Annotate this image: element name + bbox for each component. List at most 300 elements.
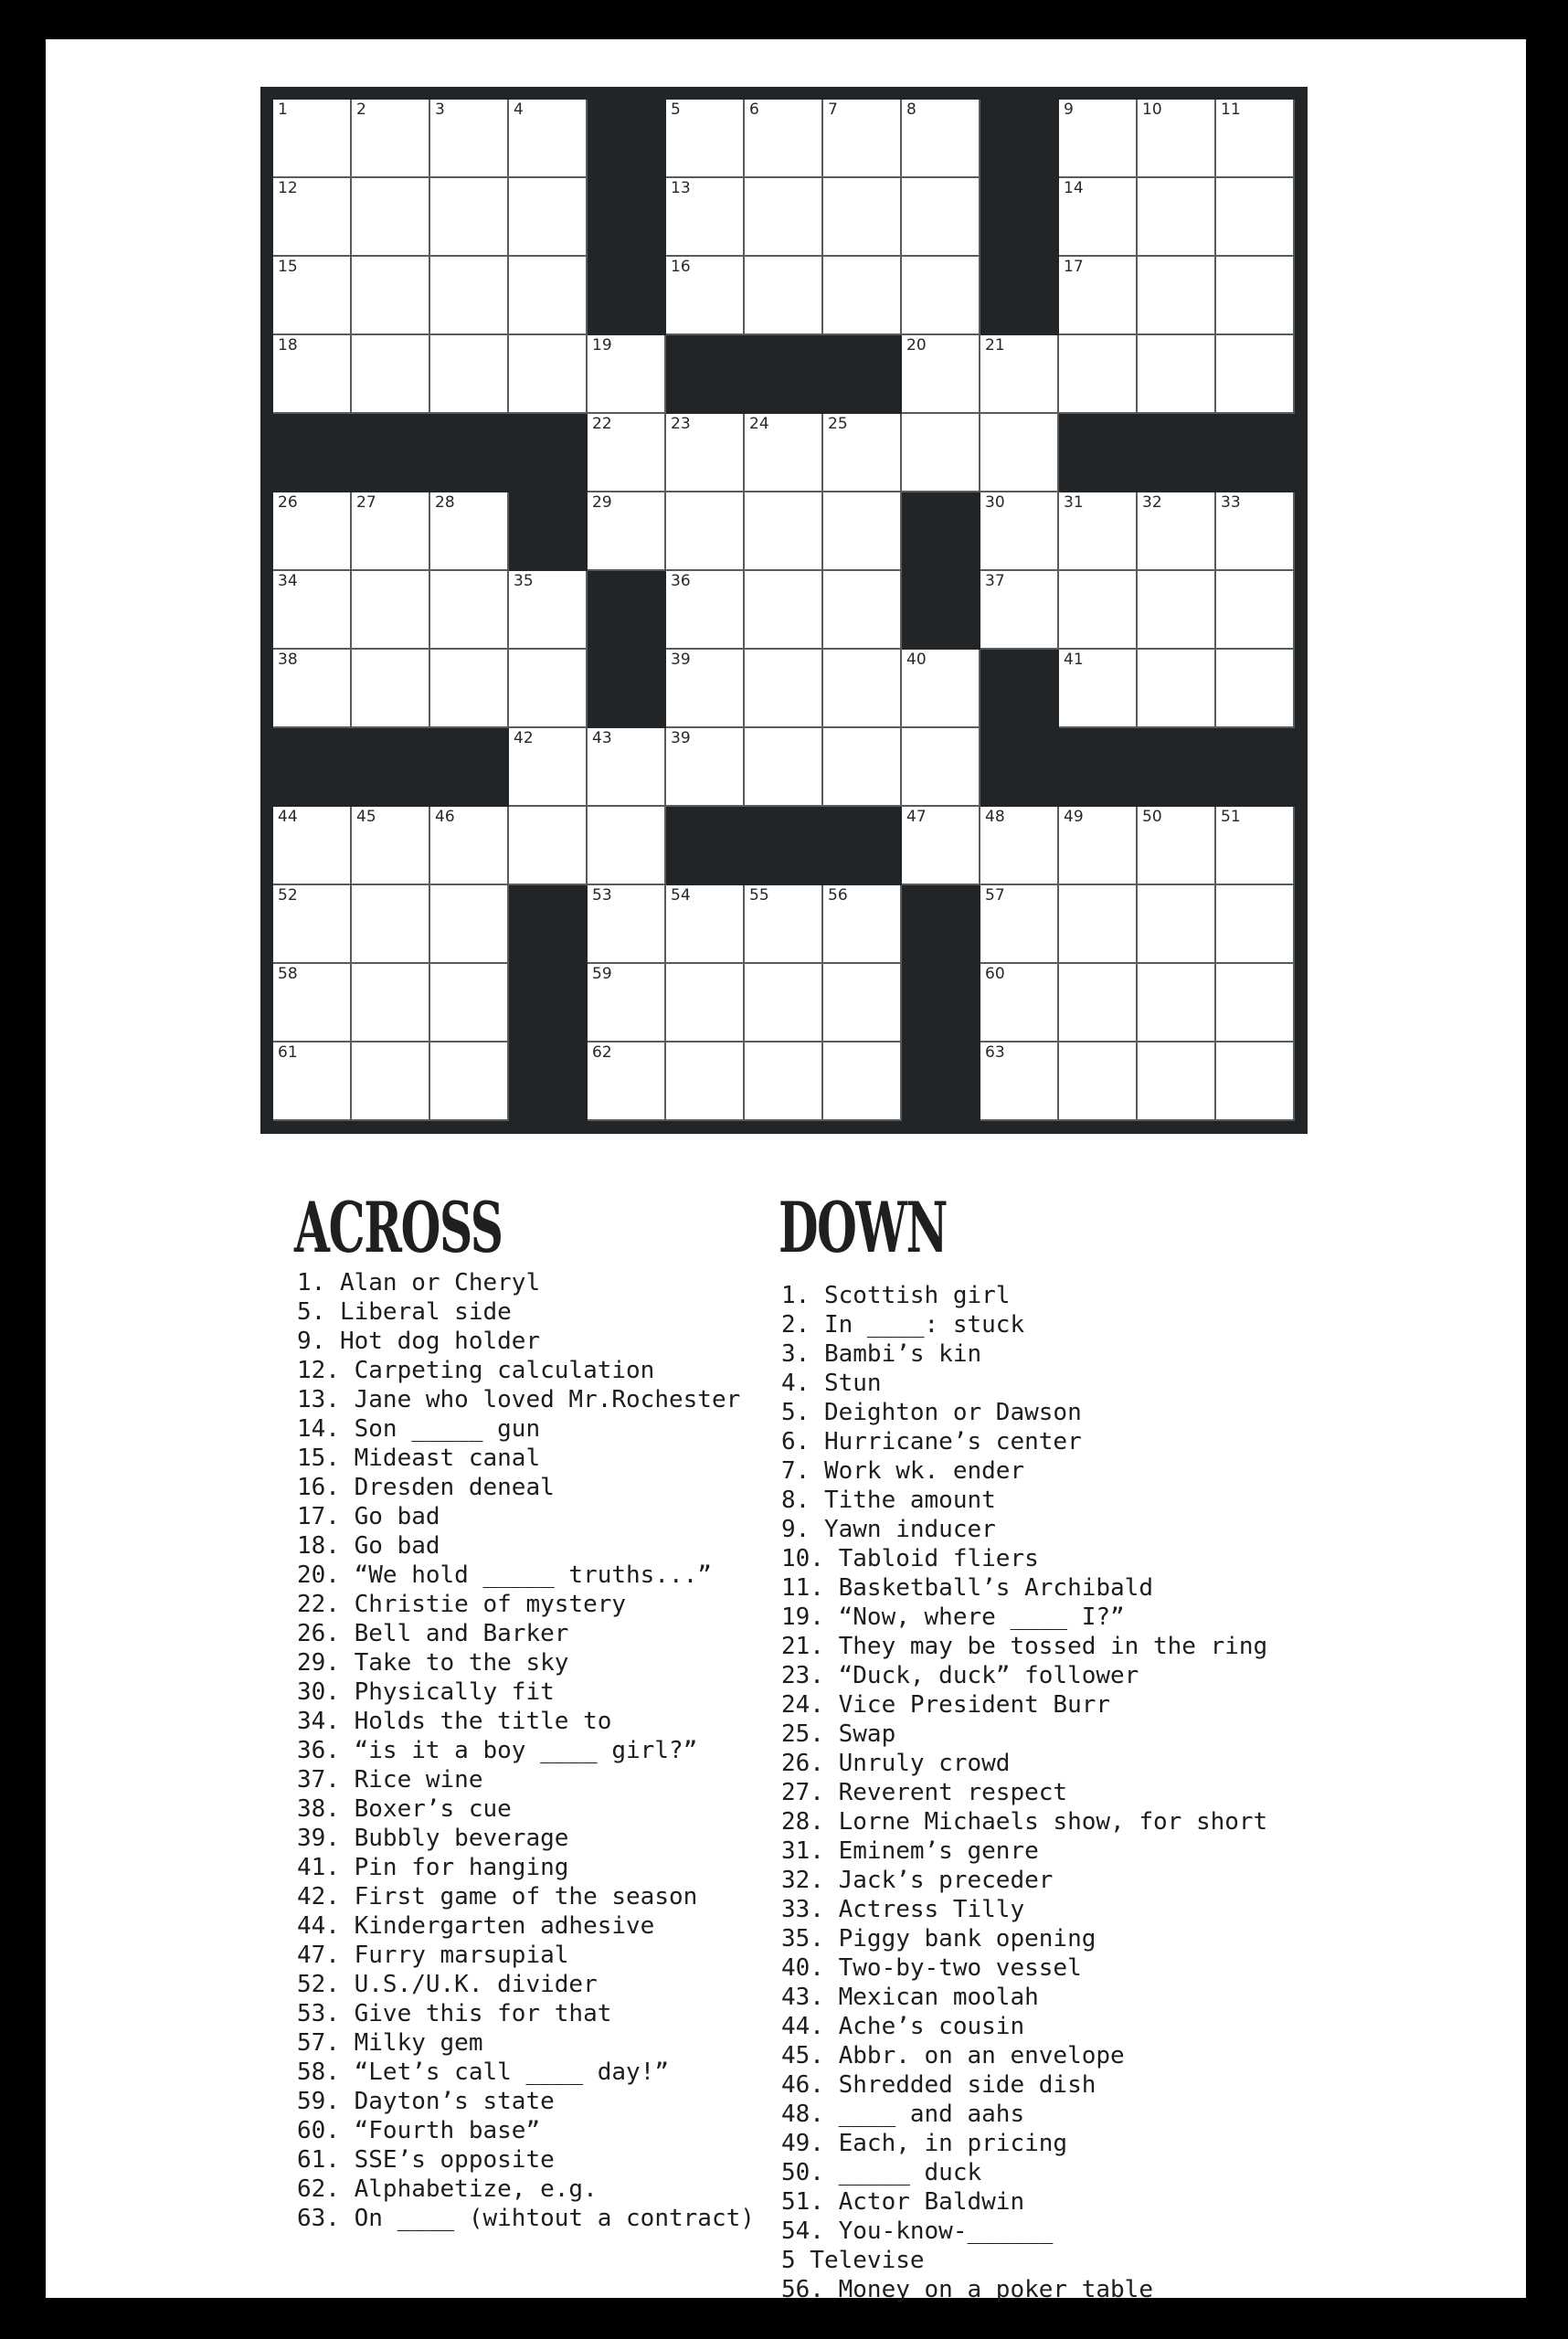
down-clue: 23. “Duck, duck” follower	[781, 1662, 1139, 1689]
grid-cell[interactable]	[430, 335, 509, 414]
grid-cell[interactable]	[666, 728, 745, 807]
cell-number: 25	[828, 415, 848, 433]
down-clue: 51. Actor Baldwin	[781, 2188, 1025, 2216]
grid-cell[interactable]	[509, 178, 588, 257]
grid-cell-black	[823, 807, 902, 885]
across-clue: 41. Pin for hanging	[297, 1854, 569, 1881]
grid-cell-black	[902, 1042, 980, 1121]
grid-cell[interactable]	[273, 257, 352, 335]
grid-cell[interactable]	[1216, 100, 1295, 178]
grid-cell[interactable]	[745, 257, 823, 335]
across-clue: 14. Son _____ gun	[297, 1415, 541, 1443]
grid-cell[interactable]	[1059, 807, 1138, 885]
grid-cell[interactable]	[509, 807, 588, 885]
grid-cell[interactable]	[273, 178, 352, 257]
down-clue-list	[781, 1281, 1267, 2304]
crossword-grid	[260, 87, 1308, 1134]
grid-cell[interactable]	[509, 257, 588, 335]
grid-cell[interactable]	[430, 178, 509, 257]
cell-number: 1	[278, 101, 288, 119]
grid-cell[interactable]	[1138, 100, 1216, 178]
grid-cell-black	[902, 492, 980, 571]
grid-cell[interactable]	[273, 571, 352, 650]
down-clue: 6. Hurricane’s center	[781, 1428, 1082, 1455]
cell-number: 7	[828, 101, 838, 119]
cell-number: 48	[985, 808, 1005, 826]
cell-number: 20	[906, 336, 927, 355]
grid-cell[interactable]	[273, 650, 352, 728]
grid-cell[interactable]	[509, 728, 588, 807]
grid-cell[interactable]	[588, 335, 666, 414]
down-clue: 21. They may be tossed in the ring	[781, 1633, 1268, 1660]
cell-number: 55	[749, 886, 769, 905]
grid-cell[interactable]	[823, 414, 902, 492]
cell-number: 17	[1064, 258, 1084, 276]
across-clue: 15. Mideast canal	[297, 1445, 541, 1472]
grid-cell[interactable]	[980, 335, 1059, 414]
grid-cell-black	[509, 492, 588, 571]
down-clue: 50. _____ duck	[781, 2159, 982, 2186]
across-clue: 22. Christie of mystery	[297, 1591, 627, 1618]
cell-number: 6	[749, 101, 759, 119]
grid-cell-black	[1059, 728, 1138, 807]
grid-cell[interactable]	[902, 650, 980, 728]
grid-cell[interactable]	[1138, 1042, 1216, 1121]
cell-number: 41	[1064, 651, 1084, 669]
grid-cell[interactable]	[273, 964, 352, 1042]
grid-cell-black	[980, 178, 1059, 257]
grid-cell[interactable]	[273, 100, 352, 178]
across-clue: 29. Take to the sky	[297, 1649, 569, 1677]
grid-cell-black	[588, 178, 666, 257]
cell-number: 14	[1064, 179, 1084, 197]
down-clue: 1. Scottish girl	[781, 1282, 1011, 1309]
grid-cell[interactable]	[745, 492, 823, 571]
cell-number: 30	[985, 493, 1005, 512]
grid-cell-black	[588, 100, 666, 178]
grid-cell[interactable]	[745, 964, 823, 1042]
grid-cell[interactable]	[352, 807, 430, 885]
across-clue: 58. “Let’s call ____ day!”	[297, 2059, 669, 2086]
grid-cell[interactable]	[1216, 885, 1295, 964]
across-clue: 1. Alan or Cheryl	[297, 1269, 541, 1297]
grid-cell[interactable]	[430, 1042, 509, 1121]
across-clue: 20. “We hold _____ truths...”	[297, 1561, 712, 1589]
grid-cell[interactable]	[902, 178, 980, 257]
grid-cell[interactable]	[902, 257, 980, 335]
grid-cell[interactable]	[745, 1042, 823, 1121]
grid-cell[interactable]	[1138, 885, 1216, 964]
grid-cell[interactable]	[430, 964, 509, 1042]
grid-cell[interactable]	[1138, 335, 1216, 414]
grid-cell[interactable]	[509, 335, 588, 414]
grid-cell[interactable]	[1216, 807, 1295, 885]
across-clue: 53. Give this for that	[297, 2000, 612, 2027]
grid-cell[interactable]	[352, 964, 430, 1042]
grid-cell[interactable]	[823, 100, 902, 178]
cell-number: 28	[435, 493, 455, 512]
cell-number: 11	[1221, 101, 1241, 119]
grid-cell[interactable]	[1059, 1042, 1138, 1121]
down-clue: 27. Reverent respect	[781, 1779, 1068, 1806]
grid-cell-black	[352, 728, 430, 807]
grid-cell-black	[352, 414, 430, 492]
down-clue: 54. You-know-______	[781, 2217, 1054, 2245]
down-clue: 45. Abbr. on an envelope	[781, 2042, 1125, 2069]
grid-cell[interactable]	[666, 964, 745, 1042]
down-clue: 44. Ache’s cousin	[781, 2013, 1025, 2040]
grid-cell[interactable]	[352, 885, 430, 964]
grid-cell[interactable]	[1216, 650, 1295, 728]
cell-number: 46	[435, 808, 455, 826]
down-clue: 24. Vice President Burr	[781, 1691, 1111, 1719]
grid-cell[interactable]	[745, 728, 823, 807]
cell-number: 29	[592, 493, 612, 512]
down-heading: DOWN	[779, 1187, 948, 1268]
grid-cell-black	[745, 807, 823, 885]
grid-cell[interactable]	[430, 650, 509, 728]
grid-cell[interactable]	[430, 807, 509, 885]
grid-cell[interactable]	[745, 650, 823, 728]
cell-number: 10	[1142, 101, 1162, 119]
grid-cell-black	[273, 414, 352, 492]
grid-cell-black	[588, 650, 666, 728]
across-clue: 44. Kindergarten adhesive	[297, 1912, 655, 1940]
grid-cell-black	[902, 885, 980, 964]
across-clue: 26. Bell and Barker	[297, 1620, 569, 1647]
across-clue-list	[297, 1268, 755, 2233]
cell-number: 54	[671, 886, 691, 905]
cell-number: 39	[671, 729, 691, 747]
grid-cell[interactable]	[823, 1042, 902, 1121]
grid-cell[interactable]	[745, 178, 823, 257]
grid-cell[interactable]	[823, 650, 902, 728]
grid-cell-black	[980, 100, 1059, 178]
across-clue: 16. Dresden deneal	[297, 1474, 555, 1501]
cell-number: 38	[278, 651, 298, 669]
grid-cell[interactable]	[823, 885, 902, 964]
grid-cell[interactable]	[1216, 571, 1295, 650]
grid-cell[interactable]	[745, 571, 823, 650]
grid-cell[interactable]	[273, 492, 352, 571]
cell-number: 40	[906, 651, 927, 669]
cell-number: 22	[592, 415, 612, 433]
across-clue: 47. Furry marsupial	[297, 1942, 569, 1969]
cell-number: 3	[435, 101, 445, 119]
grid-cell[interactable]	[980, 571, 1059, 650]
grid-cell[interactable]	[1138, 178, 1216, 257]
across-clue: 39. Bubbly beverage	[297, 1825, 569, 1852]
cell-number: 47	[906, 808, 927, 826]
cell-number: 50	[1142, 808, 1162, 826]
across-clue: 62. Alphabetize, e.g.	[297, 2175, 598, 2203]
down-clue: 49. Each, in pricing	[781, 2130, 1068, 2157]
grid-cell-black	[1138, 414, 1216, 492]
grid-cell[interactable]	[980, 964, 1059, 1042]
down-clue: 31. Eminem’s genre	[781, 1837, 1039, 1865]
grid-cell[interactable]	[352, 100, 430, 178]
cell-number: 53	[592, 886, 612, 905]
cell-number: 59	[592, 965, 612, 983]
grid-cell[interactable]	[1059, 885, 1138, 964]
cell-number: 8	[906, 101, 916, 119]
grid-cell[interactable]	[352, 178, 430, 257]
cell-number: 56	[828, 886, 848, 905]
grid-cell[interactable]	[1059, 964, 1138, 1042]
grid-cell[interactable]	[823, 178, 902, 257]
cell-number: 51	[1221, 808, 1241, 826]
grid-cell-black	[823, 335, 902, 414]
across-clue: 60. “Fourth base”	[297, 2117, 541, 2144]
grid-cell[interactable]	[1059, 650, 1138, 728]
cell-number: 21	[985, 336, 1005, 355]
down-clue: 28. Lorne Michaels show, for short	[781, 1808, 1268, 1836]
down-clue: 5 Televise	[781, 2247, 925, 2274]
grid-cell[interactable]	[1059, 335, 1138, 414]
cell-number: 36	[671, 572, 691, 590]
grid-cell[interactable]	[273, 807, 352, 885]
grid-cell-black	[902, 571, 980, 650]
grid-cell[interactable]	[509, 650, 588, 728]
cell-number: 26	[278, 493, 298, 512]
grid-cell[interactable]	[509, 571, 588, 650]
across-clue: 17. Go bad	[297, 1503, 440, 1530]
across-clue: 63. On ____ (wihtout a contract)	[297, 2205, 755, 2232]
across-clue: 5. Liberal side	[297, 1298, 512, 1326]
grid-cell[interactable]	[588, 964, 666, 1042]
down-clue: 4. Stun	[781, 1370, 882, 1397]
grid-cell[interactable]	[273, 1042, 352, 1121]
grid-cell[interactable]	[430, 492, 509, 571]
down-clue: 9. Yawn inducer	[781, 1516, 996, 1543]
grid-cell-black	[1059, 414, 1138, 492]
across-clue: 52. U.S./U.K. divider	[297, 1971, 598, 1998]
across-clue: 59. Dayton’s state	[297, 2088, 555, 2115]
cell-number: 33	[1221, 493, 1241, 512]
grid-cell[interactable]	[1216, 335, 1295, 414]
grid-cell[interactable]	[745, 414, 823, 492]
grid-cell[interactable]	[1216, 178, 1295, 257]
cell-number: 9	[1064, 101, 1074, 119]
grid-cell-black	[1216, 414, 1295, 492]
cell-number: 15	[278, 258, 298, 276]
grid-cell-black	[666, 807, 745, 885]
grid-cell[interactable]	[666, 414, 745, 492]
grid-cell-black	[588, 571, 666, 650]
grid-cell[interactable]	[902, 807, 980, 885]
down-clue: 3. Bambi’s kin	[781, 1340, 982, 1368]
cell-number: 45	[356, 808, 376, 826]
across-clue: 34. Holds the title to	[297, 1708, 612, 1735]
cell-number: 2	[356, 101, 366, 119]
grid-cell-black	[509, 414, 588, 492]
grid-cell[interactable]	[980, 1042, 1059, 1121]
down-clue: 32. Jack’s preceder	[781, 1867, 1054, 1894]
grid-cell-black	[666, 335, 745, 414]
across-clue: 30. Physically fit	[297, 1678, 555, 1706]
grid-cell[interactable]	[666, 100, 745, 178]
across-clue: 37. Rice wine	[297, 1766, 483, 1794]
grid-cell[interactable]	[1216, 1042, 1295, 1121]
grid-cell[interactable]	[1216, 964, 1295, 1042]
grid-cell[interactable]	[823, 571, 902, 650]
grid-cell[interactable]	[745, 885, 823, 964]
grid-cell[interactable]	[666, 178, 745, 257]
down-clue: 11. Basketball’s Archibald	[781, 1574, 1153, 1602]
grid-cell[interactable]	[588, 414, 666, 492]
grid-cell-black	[273, 728, 352, 807]
down-clue: 33. Actress Tilly	[781, 1896, 1025, 1923]
grid-cell[interactable]	[352, 257, 430, 335]
cell-number: 31	[1064, 493, 1084, 512]
grid-cell[interactable]	[1059, 571, 1138, 650]
grid-cell[interactable]	[1216, 492, 1295, 571]
grid-cell[interactable]	[666, 885, 745, 964]
grid-cell[interactable]	[823, 728, 902, 807]
grid-cell[interactable]	[273, 335, 352, 414]
cell-number: 13	[671, 179, 691, 197]
grid-cell[interactable]	[1059, 178, 1138, 257]
grid-cell[interactable]	[823, 964, 902, 1042]
grid-cell-black	[902, 964, 980, 1042]
cell-number: 39	[671, 651, 691, 669]
cell-number: 34	[278, 572, 298, 590]
grid-cell-black	[509, 885, 588, 964]
grid-cell[interactable]	[273, 885, 352, 964]
grid-cell[interactable]	[509, 100, 588, 178]
grid-cell[interactable]	[1138, 492, 1216, 571]
grid-cell[interactable]	[902, 335, 980, 414]
grid-cell[interactable]	[666, 1042, 745, 1121]
grid-cell[interactable]	[430, 571, 509, 650]
across-clue: 12. Carpeting calculation	[297, 1357, 655, 1384]
cell-number: 27	[356, 493, 376, 512]
cell-number: 42	[514, 729, 534, 747]
grid-cell-black	[430, 414, 509, 492]
down-clue: 56. Money on a poker table	[781, 2276, 1153, 2303]
cell-number: 49	[1064, 808, 1084, 826]
down-clue: 2. In ____: stuck	[781, 1311, 1025, 1339]
grid-cell[interactable]	[980, 807, 1059, 885]
cell-number: 58	[278, 965, 298, 983]
down-clue: 5. Deighton or Dawson	[781, 1399, 1082, 1426]
down-clue: 40. Two-by-two vessel	[781, 1954, 1082, 1982]
grid-cell-black	[588, 257, 666, 335]
grid-cell[interactable]	[430, 257, 509, 335]
grid-cell-black	[430, 728, 509, 807]
down-clue: 19. “Now, where ____ I?”	[781, 1603, 1125, 1631]
grid-cell[interactable]	[902, 728, 980, 807]
grid-cell[interactable]	[352, 650, 430, 728]
down-clue: 43. Mexican moolah	[781, 1984, 1039, 2011]
cell-number: 12	[278, 179, 298, 197]
grid-cell[interactable]	[430, 885, 509, 964]
down-clue: 35. Piggy bank opening	[781, 1925, 1097, 1953]
cell-number: 60	[985, 965, 1005, 983]
down-clue: 8. Tithe amount	[781, 1487, 996, 1514]
grid-cell[interactable]	[902, 414, 980, 492]
down-clue: 10. Tabloid fliers	[781, 1545, 1039, 1572]
grid-cell-black	[980, 650, 1059, 728]
grid-cell[interactable]	[1059, 492, 1138, 571]
grid-cell[interactable]	[1138, 807, 1216, 885]
down-clue: 26. Unruly crowd	[781, 1750, 1011, 1777]
across-heading: ACROSS	[294, 1187, 503, 1268]
grid-cell[interactable]	[352, 571, 430, 650]
cell-number: 37	[985, 572, 1005, 590]
down-clue: 7. Work wk. ender	[781, 1457, 1025, 1485]
grid-cell[interactable]	[666, 571, 745, 650]
across-clue: 57. Milky gem	[297, 2029, 483, 2057]
grid-cell[interactable]	[823, 492, 902, 571]
down-clue: 48. ____ and aahs	[781, 2101, 1025, 2128]
cell-number: 32	[1142, 493, 1162, 512]
cell-number: 61	[278, 1043, 298, 1062]
grid-cell[interactable]	[352, 1042, 430, 1121]
grid-cell[interactable]	[588, 492, 666, 571]
down-clue: 46. Shredded side dish	[781, 2071, 1097, 2099]
grid-cell[interactable]	[666, 650, 745, 728]
cell-number: 35	[514, 572, 534, 590]
cell-number: 62	[592, 1043, 612, 1062]
grid-cell-black	[1216, 728, 1295, 807]
grid-cell[interactable]	[588, 807, 666, 885]
cell-number: 24	[749, 415, 769, 433]
grid-cell[interactable]	[1216, 257, 1295, 335]
grid-cell[interactable]	[666, 257, 745, 335]
grid-cell[interactable]	[666, 492, 745, 571]
grid-cell[interactable]	[1059, 257, 1138, 335]
grid-cell[interactable]	[352, 492, 430, 571]
grid-cell-black	[509, 1042, 588, 1121]
grid-cell[interactable]	[352, 335, 430, 414]
cell-number: 4	[514, 101, 524, 119]
grid-cell[interactable]	[980, 885, 1059, 964]
grid-cell[interactable]	[1138, 571, 1216, 650]
grid-cell[interactable]	[745, 100, 823, 178]
grid-cell[interactable]	[1138, 650, 1216, 728]
cell-number: 63	[985, 1043, 1005, 1062]
grid-cell[interactable]	[1138, 964, 1216, 1042]
across-clue: 42. First game of the season	[297, 1883, 698, 1910]
grid-cell[interactable]	[430, 100, 509, 178]
cell-number: 23	[671, 415, 691, 433]
across-clue: 18. Go bad	[297, 1532, 440, 1560]
grid-cell[interactable]	[588, 728, 666, 807]
grid-cell[interactable]	[1059, 100, 1138, 178]
grid-cell[interactable]	[980, 492, 1059, 571]
grid-cell[interactable]	[902, 100, 980, 178]
grid-cell-black	[980, 728, 1059, 807]
across-clue: 61. SSE’s opposite	[297, 2146, 555, 2174]
grid-cell-black	[1138, 728, 1216, 807]
across-clue: 38. Boxer’s cue	[297, 1795, 512, 1823]
cell-number: 5	[671, 101, 681, 119]
grid-cell[interactable]	[823, 257, 902, 335]
cell-number: 43	[592, 729, 612, 747]
grid-cell[interactable]	[588, 1042, 666, 1121]
grid-cell[interactable]	[588, 885, 666, 964]
cell-number: 52	[278, 886, 298, 905]
cell-number: 16	[671, 258, 691, 276]
across-clue: 13. Jane who loved Mr.Rochester	[297, 1386, 741, 1413]
cell-number: 19	[592, 336, 612, 355]
grid-cell-black	[745, 335, 823, 414]
grid-cell-black	[509, 964, 588, 1042]
grid-cell[interactable]	[1138, 257, 1216, 335]
across-clue: 36. “is it a boy ____ girl?”	[297, 1737, 698, 1764]
grid-cell[interactable]	[980, 414, 1059, 492]
